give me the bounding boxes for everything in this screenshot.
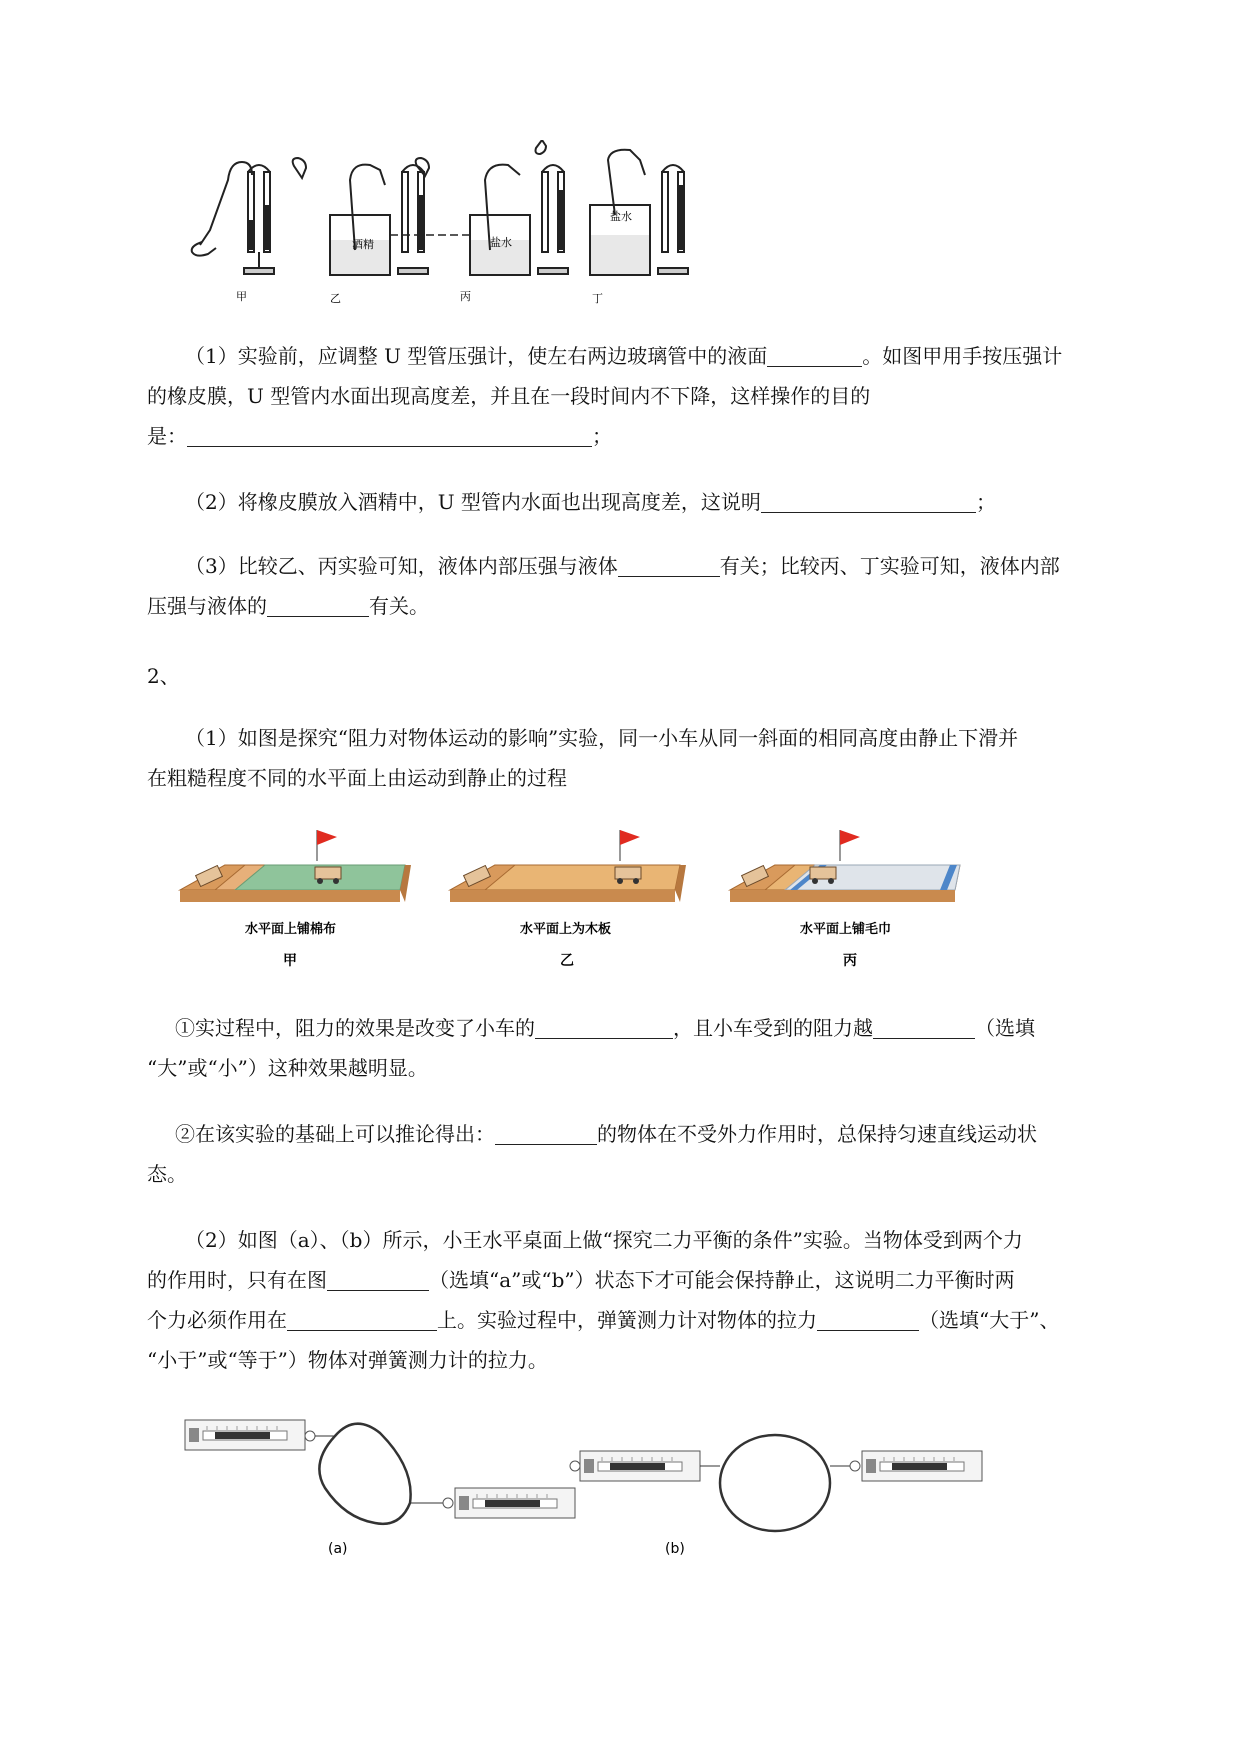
q2-sub1: ①实过程中，阻力的效果是改变了小车的 ，且小车受到的阻力越 （选填 “大”或“小”）这种效果越明显。 bbox=[147, 1016, 1035, 1080]
q2-part2: （2）如图（a）、（b）所示，小王水平桌面上做“探究二力平衡的条件”实验。当物体受到两个力 的作用时，只有在图 （选填“a”或“b”）状态下才可能会保持静止，这说明二力平衡时两 个力必须作用在 上。实验过程中，弹簧测力计对物体的拉力 （选填“大于”、 “小于”或“等于”）物体对弹簧测力计的拉力。 bbox=[147, 1228, 1060, 1372]
ramp-wood bbox=[450, 830, 686, 902]
blank[interactable] bbox=[327, 1266, 429, 1291]
q1-part1: （1）实验前，应调整 U 型管压强计，使左右两边玻璃管中的液面 。如图甲用手按压强计 的橡皮膜，U 型管内水面出现高度差，并且在一段时间内不下降，这样操作的目的 是： ； bbox=[147, 344, 1063, 448]
fig1-label-bing: 丙 bbox=[460, 290, 471, 303]
q1-part2: （2）将橡皮膜放入酒精中，U 型管内水面也出现高度差，这说明 ； bbox=[185, 490, 996, 514]
pressure-gauge-figure bbox=[170, 140, 730, 310]
blank[interactable] bbox=[873, 1014, 975, 1039]
q2-intro: （1）如图是探究“阻力对物体运动的影响”实验，同一小车从同一斜面的相同高度由静止下滑并 在粗糙程度不同的水平面上由运动到静止的过程 bbox=[147, 726, 1019, 790]
fig1-label-ding: 丁 bbox=[592, 292, 603, 305]
q2-number: 2、 bbox=[147, 664, 180, 688]
caption-wood: 水平面上为木板 bbox=[520, 922, 612, 937]
fig1-label-yi: 乙 bbox=[330, 292, 341, 305]
blank[interactable] bbox=[287, 1306, 437, 1331]
two-force-balance-figure bbox=[175, 1408, 995, 1568]
caption-cotton: 水平面上铺棉布 bbox=[245, 922, 337, 937]
ramp-towel bbox=[730, 830, 960, 902]
blank[interactable] bbox=[495, 1120, 597, 1145]
beaker-label-alcohol: 酒精 bbox=[352, 238, 374, 251]
ramp-cotton bbox=[180, 830, 411, 902]
fig2-label-jia: 甲 bbox=[283, 953, 297, 969]
blank[interactable] bbox=[767, 342, 862, 367]
friction-ramps-figure bbox=[175, 825, 975, 985]
blank[interactable] bbox=[761, 488, 976, 513]
fig2-label-bing: 丙 bbox=[843, 953, 857, 969]
beaker-label-saltwater-1: 盐水 bbox=[490, 236, 512, 249]
fig3-label-a: (a) bbox=[328, 1541, 348, 1557]
blank[interactable] bbox=[535, 1014, 673, 1039]
beaker-label-saltwater-2: 盐水 bbox=[610, 210, 632, 223]
q2-sub2: ②在该实验的基础上可以推论得出： 的物体在不受外力作用时，总保持匀速直线运动状 态。 bbox=[147, 1122, 1037, 1186]
q1-part3: （3）比较乙、丙实验可知，液体内部压强与液体 有关；比较丙、丁实验可知，液体内部 压强与液体的 有关。 bbox=[147, 554, 1060, 618]
blank[interactable] bbox=[618, 552, 720, 577]
blank[interactable] bbox=[187, 422, 592, 447]
caption-towel: 水平面上铺毛巾 bbox=[800, 922, 892, 937]
blank[interactable] bbox=[267, 592, 369, 617]
fig3-label-b: (b) bbox=[665, 1541, 685, 1557]
fig1-label-jia: 甲 bbox=[236, 290, 247, 303]
blank[interactable] bbox=[817, 1306, 919, 1331]
fig2-label-yi: 乙 bbox=[560, 953, 574, 969]
